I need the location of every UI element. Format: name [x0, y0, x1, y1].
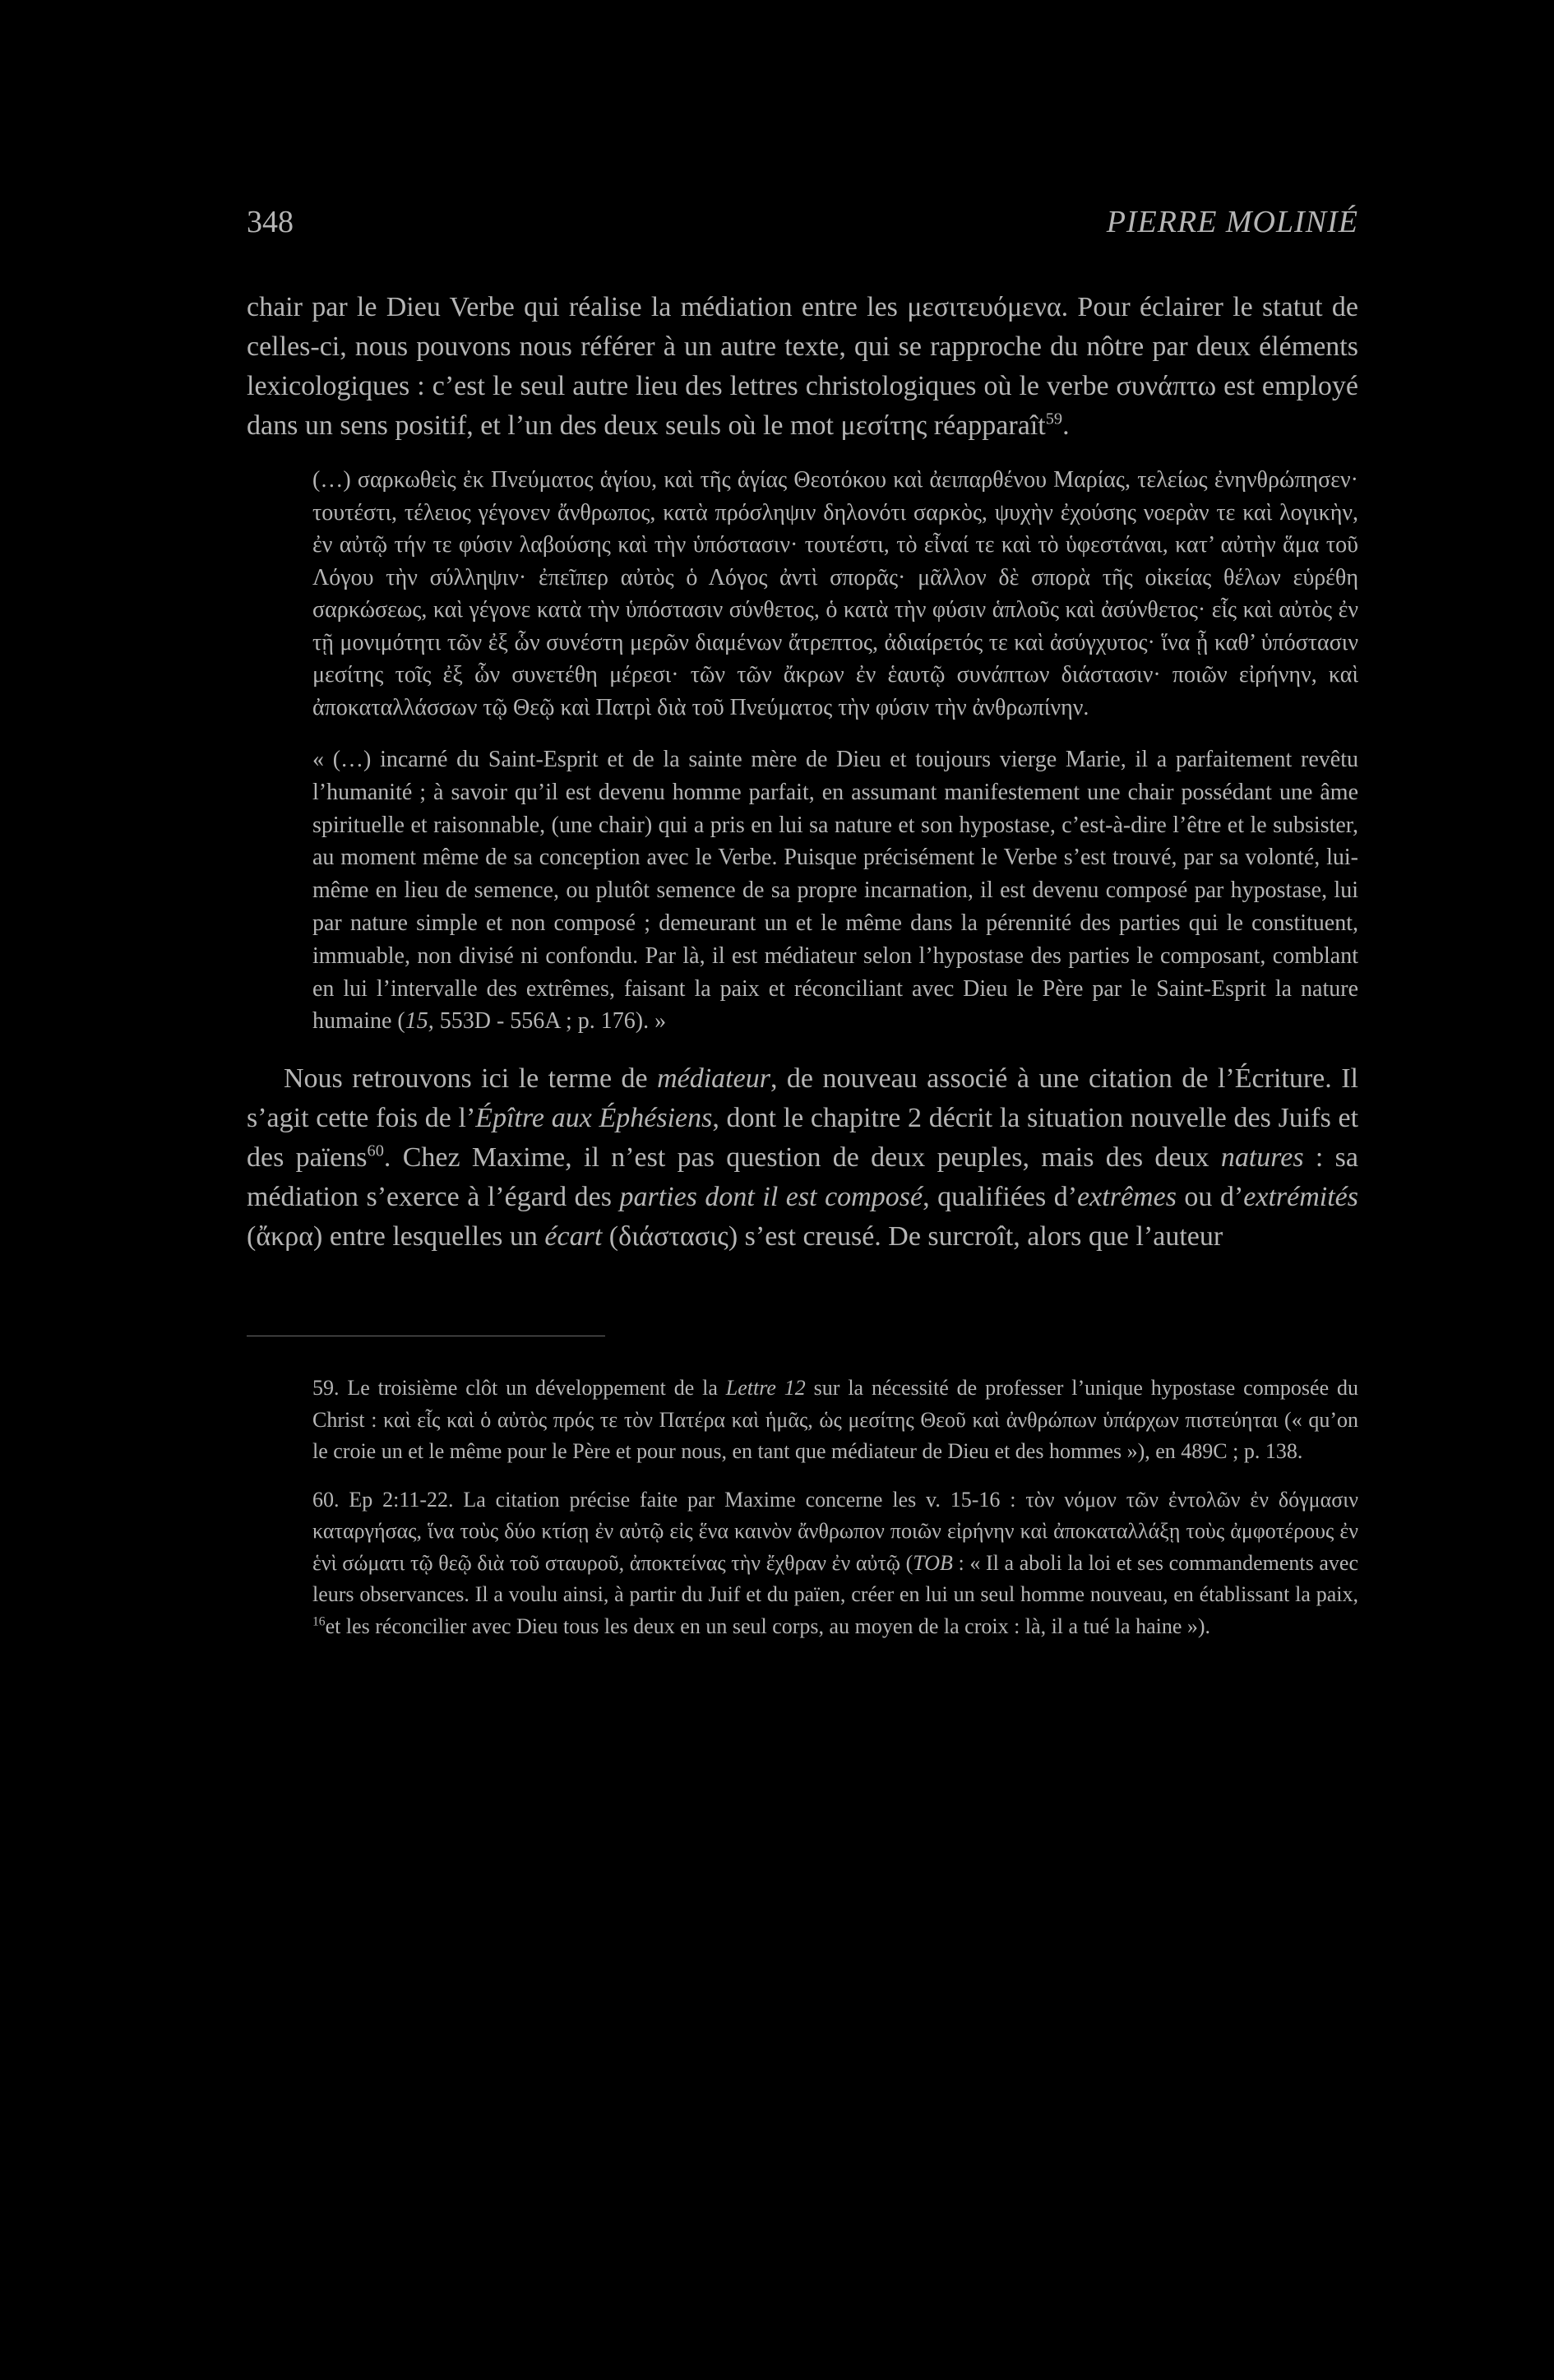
fn59-italic: Lettre 12 [725, 1376, 806, 1401]
running-head-author: PIERRE MOLINIÉ [1106, 205, 1358, 239]
paragraph-1-end: . [1062, 410, 1070, 441]
french-translation-text: « (…) incarné du Saint-Esprit et de la sainte mère de Dieu et toujours vierge Marie, il a parfaitement revêtu l’humanité ; à savoir qu’il est devenu homme parfait, en assumant manifestement une chair possédant une âme spirituelle et raisonnable, (une chair) qui a pris en lui sa nature et son hypostase, c’est-à-dire l’être et le subsister, au moment même de sa conception avec le Verbe. Puisque précisément le Verbe s’est trouvé, par sa volonté, lui-même en lieu de semence, ou plutôt semence de sa propre incarnation, il est devenu composé par hypostase, lui par nature simple et non composé ; demeurant un et le même dans la pérennité des parties qui le constituent, immuable, non divisé ni confondu. Par là, il est médiateur selon l’hypostase des parties le composant, comblant en lui l’intervalle des extrêmes, faisant la paix et réconciliant avec Dieu le Père par le Saint-Esprit la nature humaine ( [312, 747, 1358, 1035]
fn59-text: 59. Le troisième clôt un développement de la [312, 1376, 726, 1401]
greek-quotation: (…) σαρκωθεὶς ἐκ Πνεύματος ἁγίου, καὶ τῆς ἁγίας Θεοτόκου καὶ ἀειπαρθένου Μαρίας, τελείως ἐνηνθρώπησεν· τουτέστι, τέλειος γέγονεν ἄνθρωπος, κατὰ πρόσληψιν δηλονότι σαρκὸς, ψυχὴν ἐχούσης νοερὰν τε καὶ λογικὴν, ἐν αὐτῷ τήν τε φύσιν λαβούσης καὶ τὴν ὑπόστασιν· τουτέστι, τὸ εἶναί τε καὶ τὸ ὑφεστάναι, κατ’ αὐτὴν ἅμα τοῦ Λόγου τὴν σύλληψιν· ἐπεῖπερ αὐτὸς ὁ Λόγος ἀντὶ σπορᾶς· μᾶλλον δὲ σπορὰ τῆς οἰκείας θέλων εὑρέθη σαρκώσεως, καὶ γέγονε κατὰ τὴν ὑπόστασιν σύνθετος, ὁ κατὰ τὴν φύσιν ἁπλοῦς καὶ ἀσύνθετος· εἷς καὶ αὐτὸς ἐν τῇ μονιμότητι τῶν ἐξ ὧν συνέστη μερῶν διαμένων ἄτρεπτος, ἀδιαίρετός τε καὶ ἀσύγχυτος· ἵνα ᾖ καθ’ ὑπόστασιν μεσίτης τοῖς ἐξ ὧν συνετέθη μέρεσι· τῶν τῶν ἄκρων ἐν ἑαυτῷ συνάπτων διάστασιν· ποιῶν εἰρήνην, καὶ ἀποκαταλλάσσων τῷ Θεῷ καὶ Πατρὶ διὰ τοῦ Πνεύματος τὴν φύσιν τὴν ἀνθρωπίνην. [312, 467, 1358, 720]
footnote-ref-60[interactable]: 60 [367, 1141, 384, 1160]
p2-text: Nous retrouvons ici le terme de [284, 1063, 658, 1095]
p2-italic: extrémités [1243, 1182, 1358, 1213]
fn59-text: sur la nécessité de professer l’unique hypostase composée du Christ : καὶ εἷς καὶ ὁ αὐτὸς πρός τε τὸν Πατέρα καὶ ἡμᾶς, ὡς μεσίτης Θεοῦ καὶ ἀνθρώπων ὑπάρχων πιστεύηται (« qu’on le croie un et le même pour le Père et pour nous, en tant que médiateur de Dieu et des hommes »), en 489C ; p. 138. [312, 1376, 1359, 1464]
book-page [247, 197, 1358, 1642]
footnote-60 [312, 1484, 1358, 1643]
french-translation [312, 743, 1358, 1038]
paragraph-1 [247, 288, 1358, 446]
p2-italic: écart [544, 1221, 603, 1253]
paragraph-1-text: chair par le Dieu Verbe qui réalise la médiation entre les μεσιτευόμενα. Pour éclairer le statut de celles-ci, nous pouvons nous référer à un autre texte, qui se rapproche du nôtre par deux éléments lexicologiques : c’est le seul autre lieu des lettres christologiques où le verbe συνάπτω est employé dans un sens positif, et l’un des deux seuls où le mot μεσίτης réapparaît [247, 292, 1358, 441]
p2-text: (ἄκρα) entre lesquelles un [247, 1221, 545, 1253]
p2-italic: parties dont il est composé [619, 1182, 923, 1213]
p2-italic: médiateur [657, 1063, 770, 1095]
fn60-text: et les réconcilier avec Dieu tous les deux en un seul corps, au moyen de la croix : là, il a tué la haine »). [325, 1614, 1211, 1638]
french-translation-ref: 15, [405, 1008, 434, 1035]
p2-text: (διάστασις) s’est creusé. De surcroît, alors que l’auteur [602, 1221, 1223, 1253]
p2-text: , qualifiées d’ [923, 1182, 1078, 1213]
footnote-59 [312, 1373, 1358, 1468]
fn60-italic: TOB [913, 1550, 953, 1575]
p2-italic: natures [1220, 1142, 1304, 1174]
fn60-text: : « Il a aboli la loi et ses commandements avec leurs observances. Il a voulu ainsi, à partir du Juif et du païen, créer en lui un seul homme nouveau, en établissant la paix, [312, 1550, 1359, 1607]
running-head [247, 197, 1358, 247]
fn60-verse-number: 16 [312, 1614, 326, 1629]
p2-italic: extrêmes [1077, 1182, 1177, 1213]
french-translation-ref-tail: 553D - 556A ; p. 176). » [433, 1008, 667, 1035]
p2-text: : sa médiation s’exerce à l’égard des [247, 1142, 1358, 1213]
footnote-ref-59[interactable]: 59 [1045, 410, 1063, 428]
p2-text: , dont le chapitre 2 décrit la situation nouvelle des Juifs et des païens [247, 1103, 1359, 1174]
p2-text: ou d’ [1176, 1182, 1244, 1213]
paragraph-2 [247, 1059, 1358, 1257]
p2-italic: Épître aux Éphésiens [475, 1103, 713, 1134]
p2-text: , de nouveau associé à une citation de l’Écriture. Il s’agit cette fois de l’ [247, 1063, 1358, 1134]
p2-text: . Chez Maxime, il n’est pas question de deux peuples, mais des deux [383, 1142, 1221, 1174]
fn60-text: 60. Ep 2:11-22. La citation précise faite par Maxime concerne les v. 15-16 : τὸν νόμον τῶν ἐντολῶν ἐν δόγμασιν καταργήσας, ἵνα τοὺς δύο κτίσῃ ἐν αὐτῷ εἰς ἕνα καινὸν ἄνθρωπον ποιῶν εἰρήνην καὶ ἀποκαταλλάξῃ τοὺς ἀμφοτέρους ἐν ἑνὶ σώματι τῷ θεῷ διὰ τοῦ σταυροῦ, ἀποκτείνας τὴν ἔχθραν ἐν αὐτῷ ( [312, 1487, 1358, 1575]
page-number: 348 [247, 205, 294, 239]
